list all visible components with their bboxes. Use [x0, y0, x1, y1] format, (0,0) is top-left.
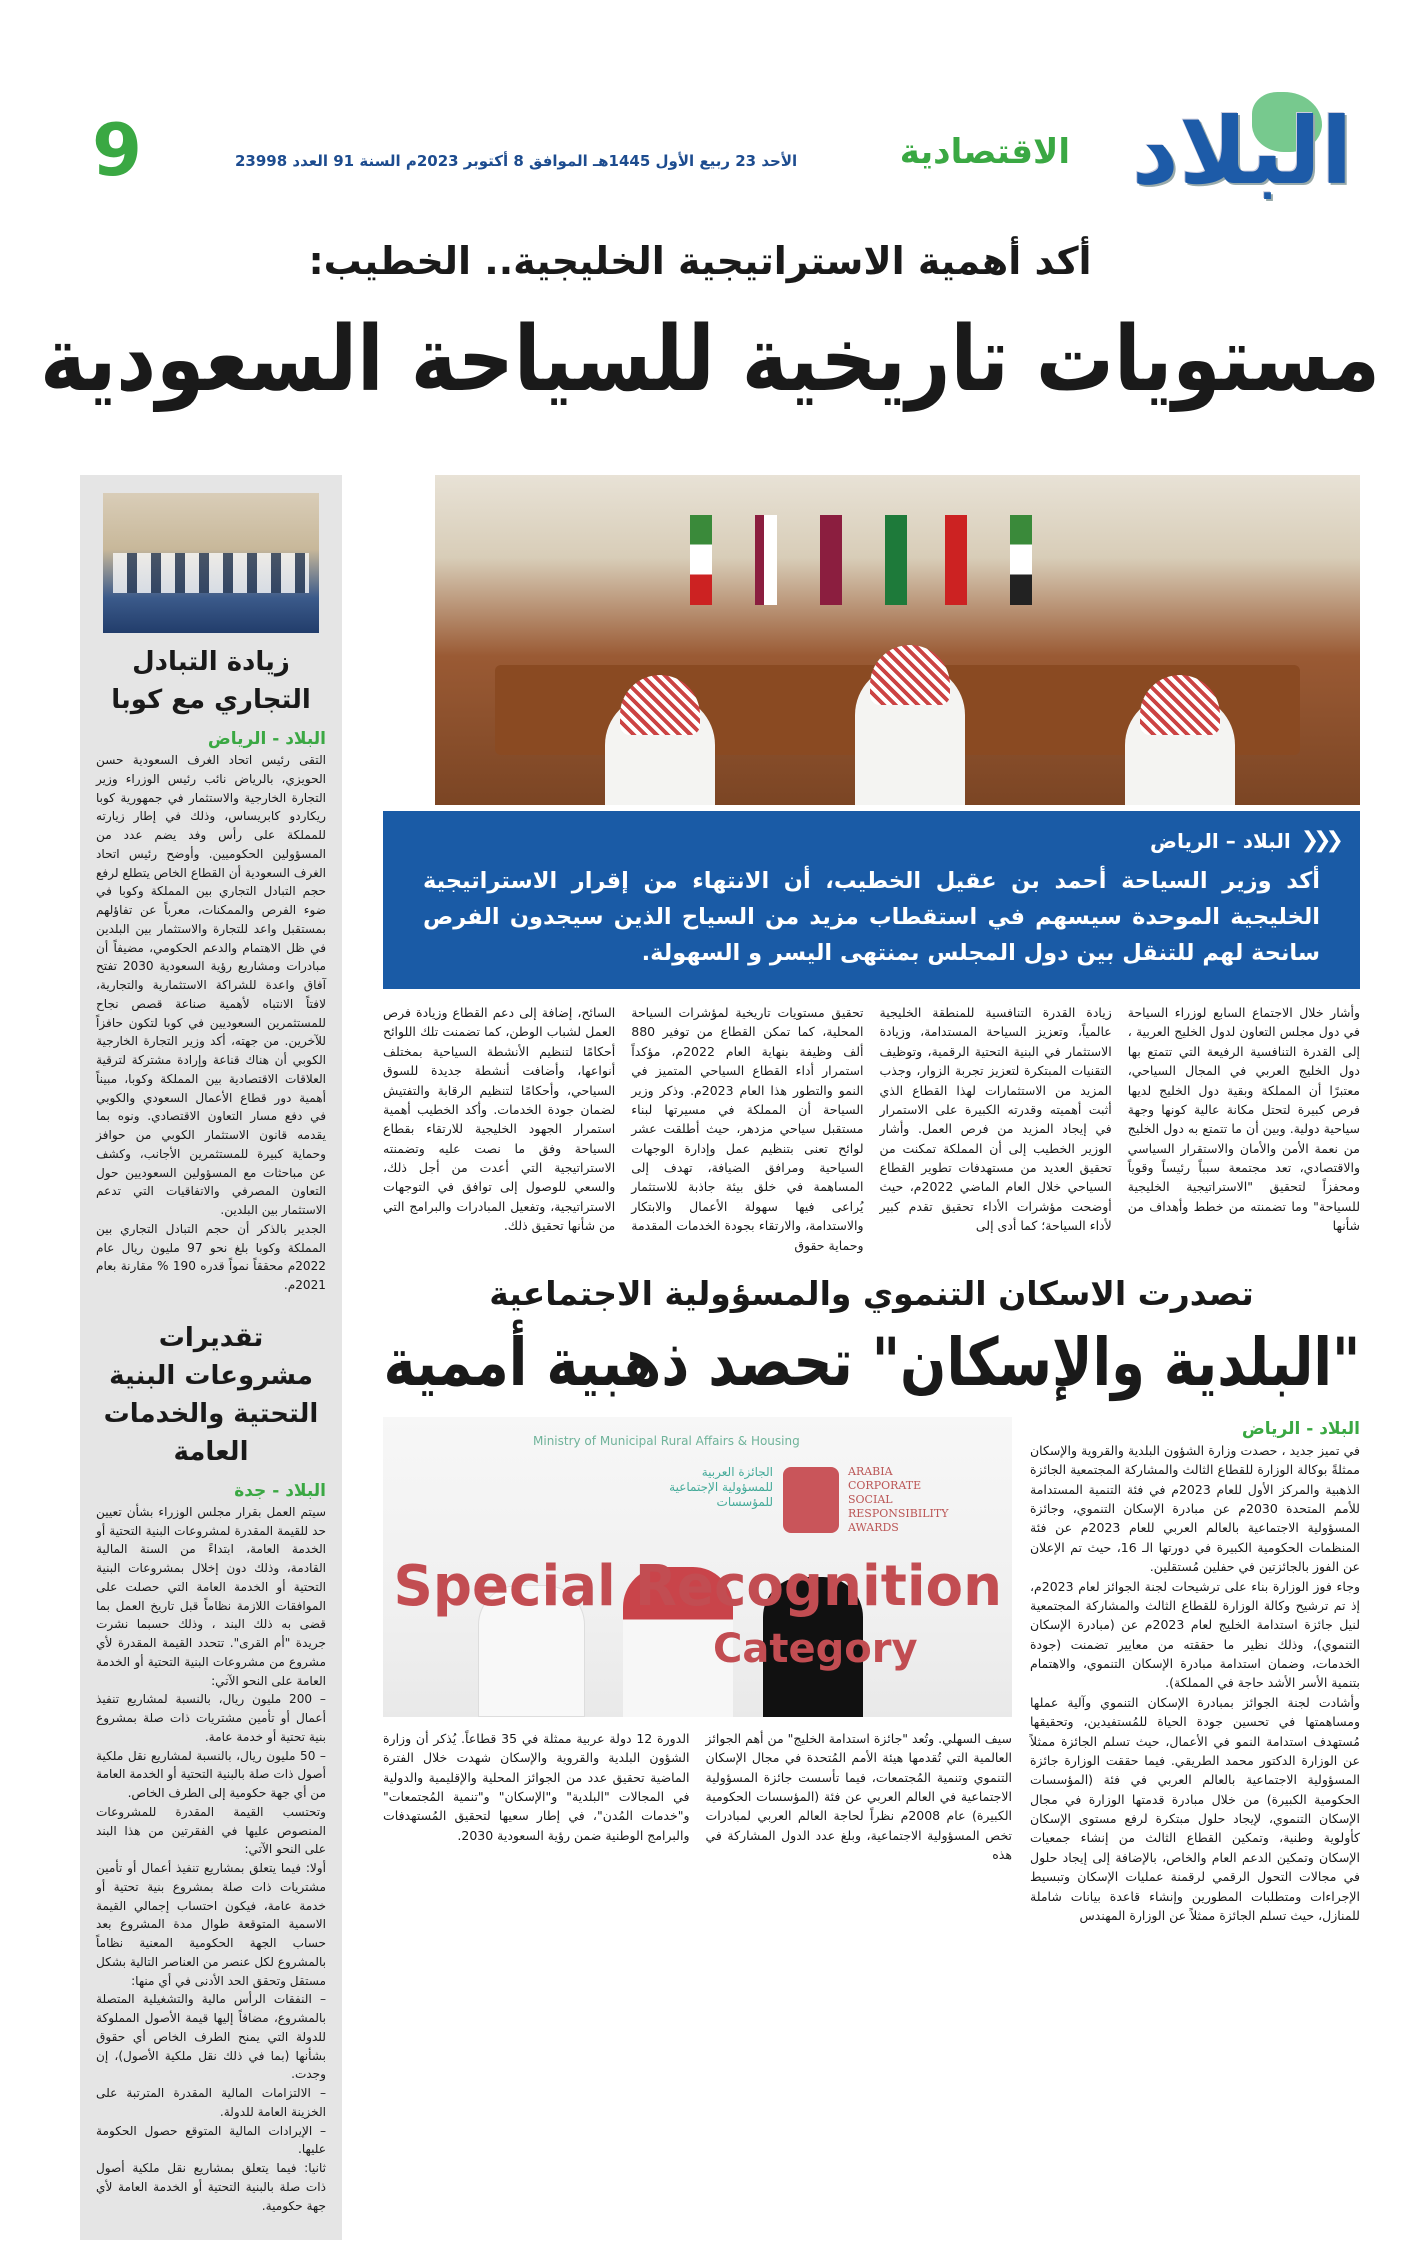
lead-column-4: السائح، إضافة إلى دعم القطاع وزيادة فرص العمل لشباب الوطن، كما تضمنت تلك اللوائح أحكامًا لتنظيم الأنشطة السياحية بمختلف أنواعها، وأضافت أنشطة جديدة للسوق السياحي، وأحكامًا لتنظيم الرقابة والتفتيش لضمان جودة الخدمات. وأكد الخطيب أهمية استمرار الجهود الخليجية للارتقاء بقطاع السياحة وفق ما نصت عليه وتضمنته الاستراتيجية التي أعدت من أجل ذلك، والسعي للوصول إلى توافق في التوجهات الاستراتيجية، وتفعيل المبادرات والبرامج التي من شأنها تحقيق ذلك. [383, 1005, 616, 1234]
lead-kicker: أكد أهمية الاستراتيجية الخليجية.. الخطيب: [308, 239, 1092, 283]
award-logo-icon [783, 1467, 839, 1533]
paragraph: – الالتزامات المالية المقدرة المترتبة على الخزينة العامة للدولة. [96, 2086, 326, 2119]
paragraph: أولا: فيما يتعلق بمشاريع تنفيذ أعمال أو تأمين مشتريات ذات صلة بمشروع بنية تحتية أو خدمة عامة، فيكون احتساب إجمالي القيمة الاسمية المتوقعة طوال مدة المشروع بعد حساب الجهة الحكومية المعنية نظاماً بالمشروع لكل عنصر من العناصر التالية بشكل مستقل وتحقق الحد الأدنى في أي منها: [96, 1861, 326, 1988]
lead-byline: البلاد – الرياض [1150, 829, 1291, 853]
second-column-b: الدورة 12 دولة عربية ممثلة في 35 قطاعاً. يُذكر أن وزارة الشؤون البلدية والقروية والإسكان شهدت خلال الفترة الماضية تحقيق عدد من الجوائز المحلية والإقليمية والدولية في المجالات "البلدية" و"الإسكان" و"تنمية المُجتمعات" و"خدمات المُدن"، في إطار سعيها لتحقيق المُستهدفات والبرامج الوطنية ضمن رؤية السعودية 2030. [383, 1730, 690, 1843]
lead-column-1: وأشار خلال الاجتماع السابع لوزراء السياحة في دول مجلس التعاون لدول الخليج العربية ، إلى القدرة التنافسية الرفيعة التي تتمتع بها دول الخليج العربي في المجال السياحي، معتبرًا أن المملكة وبقية دول الخليج لديها فرص كبيرة لتحتل مكانة عالية كونها وجهة سياحية دولية. وبين أن ما تتمتع به دول الخليج من نعمة الأمن والأمان والاستقرار السياسي والاقتصادي، تعد مجتمعة سبباً رئيساً وقوياً ومحفزاً لتحقيق "الاستراتيجية الخليجية للسياحة" وما تضمنته من خطط وأهداف من شأنها [1127, 1005, 1360, 1234]
paragraph: – 200 مليون ريال، بالنسبة لمشاريع تنفيذ أعمال أو تأمين مشتريات ذات صلة بمشروع بنية تحتية أو خدمة عامة. [96, 1692, 326, 1744]
paragraph: وجاء فوز الوزارة بناء على ترشيحات لجنة الجوائز لعام 2023م، إذ تم ترشيح وكالة الوزارة للقطاع الثالث والمشاركة المجتمعية لنيل جائزة استدامة الخليج لعام 2023م عن (مبادرة الإسكان التنموي)، وذلك نظير ما حققته من معايير تضمنت (جودة الخدمات، وضمان استدامة مبادرة الإسكان التنموي، والاهتمام بتنمية الأسر الأشد حاجة في المملكة). [1030, 1578, 1361, 1691]
page-number: 9 [92, 108, 143, 192]
second-headline: "البلدية والإسكان" تحصد ذهبية أممية [383, 1323, 1360, 1401]
sidebar-byline-1: البلاد - الرياض [207, 729, 326, 749]
paragraph: – الإيرادات المالية المتوقع حصول الحكومة عليها. [96, 2123, 326, 2157]
lead-headline: مستويات تاريخية للسياحة السعودية [40, 307, 1380, 412]
second-column-a: سيف السهلي. وتُعد "جائزة استدامة الخليج" من أهم الجوائز العالمية التي تُقدمها هيئة الأمم المُتحدة في مجال الإسكان التنموي وتنمية المُجتمعات، فيما تأسست جائزة المسؤولية الاجتماعية في العالم العربي عن فئة (المؤسسات الحكومية الكبيرة) عام 2008م نظراً لحاجة العالم العربي لمبادرات تخص المسؤولية الاجتماعية، وبلغ عدد الدول المشاركة في هذه [705, 1730, 1012, 1863]
lead-intro-box [383, 811, 1360, 989]
lead-column-3: تحقيق مستويات تاريخية لمؤشرات السياحة المحلية، كما تمكن القطاع من توفير 880 ألف وظيفة بنهاية العام 2022م، مؤكداً استمرار أداء القطاع السياحي المتميز في النمو والتطور هذا العام 2023م. وذكر وزير السياحة أن المملكة في مسيرتها لبناء مستقبل سياحي مزدهر، حيث أطلقت عشر لوائح تعنى بتنظيم عمل وإدارة الوجهات السياحية ومرافق الضيافة، تهدف إلى المساهمة في خلق بيئة جاذبة للاستثمار يُراعى فيها سهولة الأعمال والابتكار والاستدامة، والارتقاء بجودة الخدمات المقدمة وحماية حقوق [631, 1005, 864, 1253]
sidebar [80, 475, 342, 2240]
logo-wordmark: البلاد [1131, 98, 1353, 205]
photo-banner: Special Recognition [393, 1553, 1002, 1619]
section-title: الاقتصادية [899, 132, 1070, 172]
second-body [1030, 1441, 1360, 1925]
paragraph: – النفقات الرأس مالية والتشغيلية المتصلة بالمشروع، مضافاً إليها قيمة الأصول المملوكة للدولة التي يمنح الطرف الخاص أي حقوق بشأنها (بما في ذلك نقل ملكية الأصول)، إن وجدت. [96, 1992, 326, 2082]
newspaper-logo [1122, 92, 1362, 217]
photo-award-ar: الجائزة العربية للمسؤولية الإجتماعية للمؤسسات [669, 1464, 773, 1509]
sidebar-photo-meeting [103, 493, 319, 633]
photo-banner-2: Category [713, 1625, 918, 1672]
paragraph: الجدير بالذكر أن حجم التبادل التجاري بين المملكة وكوبا بلغ نحو 97 مليون ريال عام 2022م محققاً نمواً قدره 190 % مقارنة بعام 2021م. [96, 1221, 326, 1292]
chevrons-icon: ❮❮❮ [1300, 828, 1338, 853]
photo-award-text: ARABIA CORPORATE SOCIAL RESPONSIBILITY AWARDS [848, 1464, 949, 1534]
sidebar-body-1 [96, 751, 326, 1295]
paragraph: وتحتسب القيمة المقدرة للمشروعات المنصوص عليها في الفقرتين من هذا البند على النحو الآتي: [96, 1804, 326, 1857]
paragraph: وأشادت لجنة الجوائز بمبادرة الإسكان التنموي وآلية عملها ومساهمتها في تحسين جودة الحياة للمُستفيدين، وتحقيقها مُستهدف استدامة النمو في الأعمال، حيث تسلم الجائزة ممثلاً عن الوزارة الدكتور محمد الطريقي. فيما حققت الوزارة جائزة المسؤولية الاجتماعية بالعالم العربي في فئة (المؤسسات الحكومية الكبيرة) من خلال مبادرة قدمتها الوزارة في مجال الإسكان التنموي، لإيجاد حلول مبتكرة لرفع مستوى الإسكان كأولوية وطنية، وتمكين القطاع الثالث من إنشاء جمعيات الإسكان وتمكين الدعم العام والخاص، بالإضافة إلى إيجاد حلول في مجالات التحول الرقمي لرقمنة عمليات الإسكان وتبسيط الإجراءات ومتطلبات المطورين وإنشاء قاعدة بيانات شاملة للمنازل، حيث تسلم الجائزة ممثلاً عن الوزارة المهندس [1030, 1694, 1360, 1923]
lead-intro: أكد وزير السياحة أحمد بن عقيل الخطيب، أن الانتهاء من إقرار الاستراتيجية الخليجية الموحدة سيسهم في استقطاب مزيد من السياح الذين سيجدون الفرص سانحة لهم للتنقل بين دول المجلس بمنتهى اليسر و السهولة. [423, 868, 1320, 966]
dateline: الأحد 23 ربيع الأول 1445هـ الموافق 8 أكتوبر 2023م السنة 91 العدد 23998 [235, 152, 798, 170]
paragraph: سيتم العمل بقرار مجلس الوزراء بشأن تعيين حد للقيمة المقدرة لمشروعات البنية التحتية أو الخدمة العامة، ابتداءً من السنة المالية القادمة، وذلك دون إخلال بمشروعات البنية التحتية أو الخدمة العامة التي حصلت على الموافقات اللازمة نظاماً قبل تاريخ العمل بما قضى به ذلك البند ، وذلك حسبما نشرت جريدة "أم القرى". تتحدد القيمة المقدرة لأي مشروع من مشروعات البنية التحتية أو الخدمة العامة على النحو الآتي: [96, 1504, 326, 1688]
award-ceremony-photo [383, 1417, 1012, 1717]
sidebar-headline-1: زيادة التبادل التجاري مع كوبا [111, 647, 311, 715]
lead-column-2: زيادة القدرة التنافسية للمنطقة الخليجية عالمياً، وتعزيز السياحة المستدامة، وزيادة الاستثمار في البنية التحتية الرقمية، وتوظيف التقنيات المبتكرة لتعزيز تجربة الزوار، وجذب المزيد من الاستثمارات لهذا القطاع الذي أثبت أهميته وقدرته الكبيرة على الاستمرار في إيجاد المزيد من فرص العمل. وأشار الوزير الخطيب إلى أن المملكة تمكنت من تحقيق العديد من مستهدفات تطوير القطاع السياحي خلال العام الماضي 2022م، حيث أوضحت مؤشرات الأداء تحقيق تقدم كبير لأداء السياحة؛ كما أدى إلى [879, 1005, 1112, 1234]
paragraph: التقى رئيس اتحاد الغرف السعودية حسن الحويزي، بالرياض نائب رئيس الوزراء وزير التجارة الخارجية والاستثمار في جمهورية كوبا ريكاردو كابريساس، وذلك في إطار زيارته للمملكة على رأس وفد يضم عدد من المسؤولين الحكوميين. وأوضح رئيس اتحاد الغرف السعودية أن القطاع الخاص يتطلع لرفع حجم التبادل التجاري بين المملكة وكوبا في ضوء الفرص والممكنات، معرباً عن تفاؤلهم بمستقبل واعد للتجارة والاستثمار بين البلدين في ظل الاهتمام والدعم الحكومي، مضيفاً أن مبادرات ومشاريع رؤية السعودية 2030 تفتح آفاق واعدة للشراكة الاستثمارية والتجارية، لافتاً الانتباه لأهمية صناعة قصص نجاح للمستثمرين السعوديين في كوبا لتكون حافزاً للآخرين. من جهته، أكد وزير التجارة الخارجية الكوبي أن هناك قناعة وإرادة مشتركة لترقية العلاقات الاقتصادية بين المملكة وكوبا، مبيناً أهمية دور قطاع الأعمال السعودي والكوبي في دفع مسار التعاون الاقتصادي. ونوه بما يقدمه قانون الاستثمار الكوبي من حوافز وحماية كبيرة للمستثمرين الأجانب، وكشف عن مباحثات مع المسؤولين السعوديين حول التعاون المصرفي والاتفاقيات التي تدعم الاستثمار بين البلدين. [96, 753, 326, 1217]
second-byline: البلاد - الرياض [1241, 1418, 1360, 1439]
paragraph: – 50 مليون ريال، بالنسبة لمشاريع نقل ملكية أصول ذات صلة بالبنية التحتية أو الخدمة العامة من أي جهة حكومية إلى الطرف الخاص. [96, 1748, 326, 1800]
sidebar-headline-2: تقديرات مشروعات البنية التحتية والخدمات العامة [103, 1322, 319, 1467]
paragraph: في تميز جديد ، حصدت وزارة الشؤون البلدية والقروية والإسكان ممثلةً بوكالة الوزارة للقطاع الثالث والمشاركة المجتمعية الجائزة الذهبية والمركز الأول للعام 2023م في فئة التنمية المستدامة للأمم المتحدة 2030م عن مبادرة الإسكان التنموي، وجائزة المسؤولية الاجتماعية بالعالم العربي للعام 2023م عن فئة المنظمات الحكومية الكبيرة في دورتها الـ 16، حيث تم الإعلان عن الفوز بالجائزتين في حفلين مُستقلين. [1030, 1442, 1360, 1575]
second-kicker: تصدرت الاسكان التنموي والمسؤولية الاجتماعية [489, 1273, 1254, 1313]
paragraph: ثانيا: فيما يتعلق بمشاريع نقل ملكية أصول ذات صلة بالبنية التحتية أو الخدمة العامة لأي جهة حكومية. [96, 2161, 326, 2213]
photo-ministry-text: Ministry of Municipal Rural Affairs & Housing [533, 1433, 800, 1448]
sidebar-body-2 [96, 1503, 326, 2216]
sidebar-byline-2: البلاد - جدة [234, 1480, 326, 1501]
main-column [383, 475, 1360, 2240]
lead-photo-gcc-meeting [435, 475, 1360, 805]
